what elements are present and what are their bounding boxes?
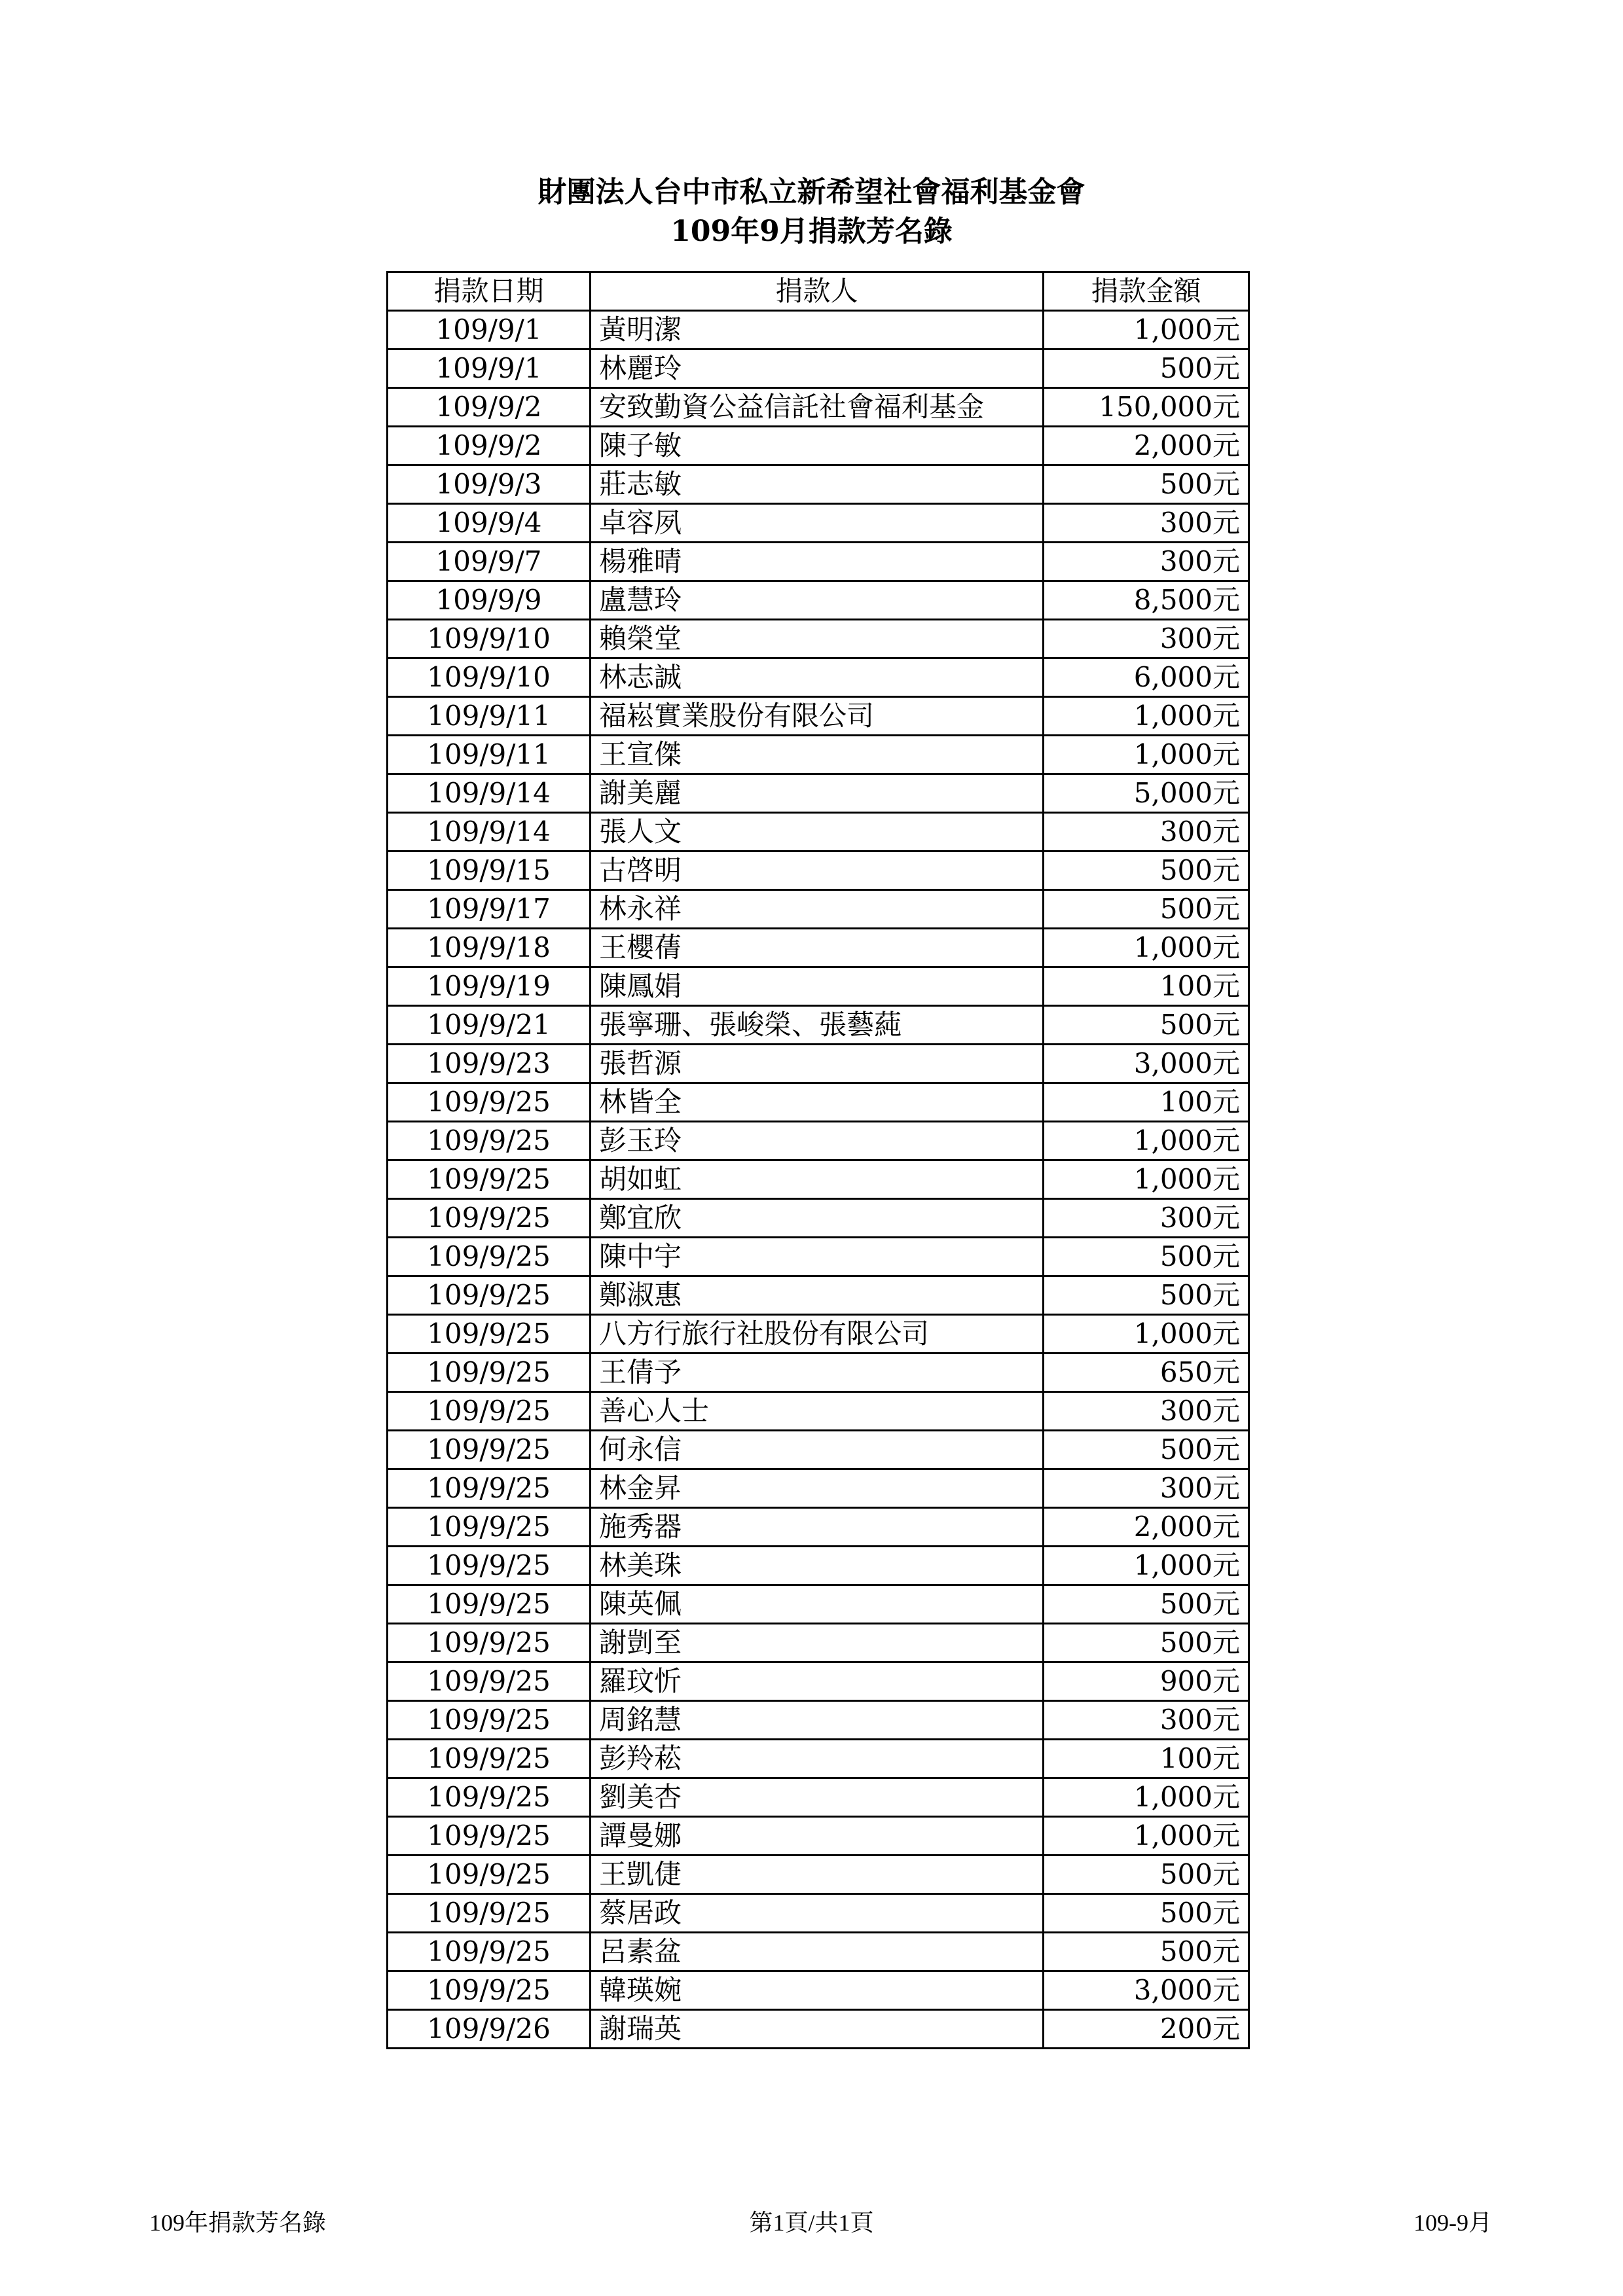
table-row: [388, 1160, 1249, 1199]
donation-date-cell: 109/9/25: [388, 1508, 591, 1547]
donation-date-cell: 109/9/25: [388, 1276, 591, 1315]
column-header-date: 捐款日期: [388, 272, 591, 311]
table-row: [388, 658, 1249, 697]
donation-date-cell: 109/9/7: [388, 543, 591, 581]
column-header-amount: 捐款金額: [1044, 272, 1249, 311]
donor-name-cell: 盧慧玲: [591, 581, 1044, 620]
donation-amount-cell: 300元: [1044, 1701, 1249, 1740]
table-row: [388, 929, 1249, 967]
donor-name-cell: 張人文: [591, 813, 1044, 852]
donation-amount-cell: 500元: [1044, 465, 1249, 504]
donation-date-cell: 109/9/25: [388, 1624, 591, 1662]
table-row: [388, 1122, 1249, 1160]
table-row: [388, 581, 1249, 620]
donor-name-cell: 劉美杏: [591, 1778, 1044, 1817]
donor-name-cell: 鄭宜欣: [591, 1199, 1044, 1238]
donor-name-cell: 林麗玲: [591, 350, 1044, 388]
donor-name-cell: 謝美麗: [591, 774, 1044, 813]
donor-name-cell: 黃明潔: [591, 311, 1044, 350]
table-row: [388, 504, 1249, 543]
donation-date-cell: 109/9/26: [388, 2010, 591, 2049]
donation-amount-cell: 300元: [1044, 813, 1249, 852]
donor-name-cell: 林美珠: [591, 1547, 1044, 1585]
donation-amount-cell: 6,000元: [1044, 658, 1249, 697]
donation-date-cell: 109/9/10: [388, 658, 591, 697]
table-row: [388, 620, 1249, 658]
donor-name-cell: 羅玟忻: [591, 1662, 1044, 1701]
donation-date-cell: 109/9/25: [388, 1971, 591, 2010]
donation-date-cell: 109/9/25: [388, 1701, 591, 1740]
table-row: [388, 774, 1249, 813]
donation-date-cell: 109/9/1: [388, 350, 591, 388]
donation-amount-cell: 650元: [1044, 1354, 1249, 1392]
donation-date-cell: 109/9/25: [388, 1354, 591, 1392]
donation-date-cell: 109/9/19: [388, 967, 591, 1006]
table-row: [388, 1006, 1249, 1045]
donation-date-cell: 109/9/1: [388, 311, 591, 350]
donor-name-cell: 何永信: [591, 1431, 1044, 1469]
donor-name-cell: 施秀器: [591, 1508, 1044, 1547]
donation-date-cell: 109/9/21: [388, 1006, 591, 1045]
donation-amount-cell: 1,000元: [1044, 736, 1249, 774]
donor-name-cell: 彭玉玲: [591, 1122, 1044, 1160]
donor-name-cell: 鄭淑惠: [591, 1276, 1044, 1315]
table-row: [388, 813, 1249, 852]
table-row: [388, 1315, 1249, 1354]
donor-name-cell: 福崧實業股份有限公司: [591, 697, 1044, 736]
table-row: [388, 697, 1249, 736]
donor-name-cell: 彭羚菘: [591, 1740, 1044, 1778]
table-row: [388, 1933, 1249, 1971]
donation-table: [386, 271, 1250, 2049]
table-header-row: [388, 272, 1249, 311]
donation-date-cell: 109/9/25: [388, 1469, 591, 1508]
donor-name-cell: 林金昇: [591, 1469, 1044, 1508]
table-row: [388, 1045, 1249, 1083]
donation-amount-cell: 500元: [1044, 1276, 1249, 1315]
donation-date-cell: 109/9/25: [388, 1817, 591, 1856]
donation-amount-cell: 100元: [1044, 1083, 1249, 1122]
donation-amount-cell: 1,000元: [1044, 697, 1249, 736]
footer-page-number: 第1頁/共1頁: [749, 2210, 874, 2236]
donation-date-cell: 109/9/25: [388, 1199, 591, 1238]
donation-amount-cell: 500元: [1044, 1585, 1249, 1624]
donor-name-cell: 譚曼娜: [591, 1817, 1044, 1856]
donation-amount-cell: 300元: [1044, 1469, 1249, 1508]
donation-date-cell: 109/9/2: [388, 388, 591, 427]
donation-amount-cell: 1,000元: [1044, 1817, 1249, 1856]
donor-name-cell: 王倩予: [591, 1354, 1044, 1392]
donation-amount-cell: 2,000元: [1044, 427, 1249, 465]
donation-date-cell: 109/9/25: [388, 1894, 591, 1933]
table-row: [388, 1778, 1249, 1817]
donor-name-cell: 安致勤資公益信託社會福利基金: [591, 388, 1044, 427]
footer-period: 109-9月: [1413, 2210, 1492, 2236]
donor-name-cell: 張哲源: [591, 1045, 1044, 1083]
table-row: [388, 1469, 1249, 1508]
donation-date-cell: 109/9/25: [388, 1585, 591, 1624]
donation-amount-cell: 900元: [1044, 1662, 1249, 1701]
donation-date-cell: 109/9/25: [388, 1160, 591, 1199]
donation-date-cell: 109/9/15: [388, 852, 591, 890]
donation-rows: [388, 311, 1249, 2049]
table-row: [388, 350, 1249, 388]
donation-date-cell: 109/9/14: [388, 774, 591, 813]
donation-amount-cell: 500元: [1044, 852, 1249, 890]
donation-date-cell: 109/9/11: [388, 736, 591, 774]
donation-amount-cell: 500元: [1044, 1624, 1249, 1662]
table-row: [388, 388, 1249, 427]
footer-document-name: 109年捐款芳名錄: [149, 2210, 327, 2236]
table-row: [388, 311, 1249, 350]
donation-date-cell: 109/9/18: [388, 929, 591, 967]
donation-date-cell: 109/9/25: [388, 1238, 591, 1276]
donation-amount-cell: 1,000元: [1044, 1160, 1249, 1199]
donation-amount-cell: 500元: [1044, 1431, 1249, 1469]
donation-amount-cell: 8,500元: [1044, 581, 1249, 620]
table-row: [388, 465, 1249, 504]
table-row: [388, 1392, 1249, 1431]
donation-amount-cell: 300元: [1044, 1199, 1249, 1238]
table-row: [388, 1817, 1249, 1856]
donation-date-cell: 109/9/11: [388, 697, 591, 736]
donation-amount-cell: 1,000元: [1044, 1122, 1249, 1160]
donor-name-cell: 王櫻蒨: [591, 929, 1044, 967]
table-row: [388, 1354, 1249, 1392]
table-row: [388, 1740, 1249, 1778]
table-row: [388, 1701, 1249, 1740]
donor-name-cell: 陳英佩: [591, 1585, 1044, 1624]
donation-amount-cell: 500元: [1044, 890, 1249, 929]
donor-name-cell: 卓容夙: [591, 504, 1044, 543]
table-row: [388, 890, 1249, 929]
table-row: [388, 967, 1249, 1006]
donation-date-cell: 109/9/25: [388, 1431, 591, 1469]
donor-name-cell: 林永祥: [591, 890, 1044, 929]
table-row: [388, 1431, 1249, 1469]
table-row: [388, 1547, 1249, 1585]
donation-date-cell: 109/9/23: [388, 1045, 591, 1083]
column-header-donor: 捐款人: [591, 272, 1044, 311]
table-row: [388, 1238, 1249, 1276]
donation-date-cell: 109/9/25: [388, 1856, 591, 1894]
donation-date-cell: 109/9/25: [388, 1392, 591, 1431]
donation-amount-cell: 1,000元: [1044, 311, 1249, 350]
donation-amount-cell: 500元: [1044, 1894, 1249, 1933]
donation-amount-cell: 500元: [1044, 350, 1249, 388]
donation-amount-cell: 300元: [1044, 620, 1249, 658]
donation-date-cell: 109/9/25: [388, 1315, 591, 1354]
donor-name-cell: 善心人士: [591, 1392, 1044, 1431]
donor-name-cell: 八方行旅行社股份有限公司: [591, 1315, 1044, 1354]
table-row: [388, 1662, 1249, 1701]
donation-amount-cell: 1,000元: [1044, 929, 1249, 967]
donation-date-cell: 109/9/25: [388, 1122, 591, 1160]
donation-date-cell: 109/9/25: [388, 1083, 591, 1122]
donation-date-cell: 109/9/2: [388, 427, 591, 465]
donor-name-cell: 賴榮堂: [591, 620, 1044, 658]
table-row: [388, 1083, 1249, 1122]
donor-name-cell: 楊雅晴: [591, 543, 1044, 581]
donor-name-cell: 蔡居政: [591, 1894, 1044, 1933]
table-row: [388, 1199, 1249, 1238]
table-row: [388, 2010, 1249, 2049]
donation-amount-cell: 100元: [1044, 1740, 1249, 1778]
table-row: [388, 1508, 1249, 1547]
donation-amount-cell: 150,000元: [1044, 388, 1249, 427]
donation-amount-cell: 2,000元: [1044, 1508, 1249, 1547]
document-title: 財團法人台中市私立新希望社會福利基金會: [538, 175, 1085, 209]
donation-amount-cell: 5,000元: [1044, 774, 1249, 813]
table-row: [388, 1971, 1249, 2010]
table-row: [388, 1276, 1249, 1315]
donation-amount-cell: 1,000元: [1044, 1315, 1249, 1354]
donation-amount-cell: 500元: [1044, 1238, 1249, 1276]
donation-amount-cell: 200元: [1044, 2010, 1249, 2049]
table-row: [388, 736, 1249, 774]
donation-amount-cell: 3,000元: [1044, 1971, 1249, 2010]
donor-name-cell: 莊志敏: [591, 465, 1044, 504]
donation-amount-cell: 300元: [1044, 543, 1249, 581]
table-row: [388, 1894, 1249, 1933]
donation-amount-cell: 1,000元: [1044, 1778, 1249, 1817]
donor-name-cell: 呂素盆: [591, 1933, 1044, 1971]
donor-name-cell: 謝瑞英: [591, 2010, 1044, 2049]
donation-date-cell: 109/9/25: [388, 1662, 591, 1701]
donation-amount-cell: 300元: [1044, 504, 1249, 543]
donation-date-cell: 109/9/25: [388, 1933, 591, 1971]
donation-amount-cell: 300元: [1044, 1392, 1249, 1431]
table-row: [388, 1856, 1249, 1894]
donor-name-cell: 謝剴至: [591, 1624, 1044, 1662]
donation-amount-cell: 500元: [1044, 1856, 1249, 1894]
donation-date-cell: 109/9/4: [388, 504, 591, 543]
donation-date-cell: 109/9/25: [388, 1778, 591, 1817]
table-row: [388, 427, 1249, 465]
donation-date-cell: 109/9/25: [388, 1547, 591, 1585]
donor-name-cell: 陳中宇: [591, 1238, 1044, 1276]
table-row: [388, 1624, 1249, 1662]
donor-name-cell: 胡如虹: [591, 1160, 1044, 1199]
donor-name-cell: 陳子敏: [591, 427, 1044, 465]
table-row: [388, 543, 1249, 581]
donation-date-cell: 109/9/25: [388, 1740, 591, 1778]
donation-amount-cell: 3,000元: [1044, 1045, 1249, 1083]
donor-name-cell: 陳鳳娟: [591, 967, 1044, 1006]
donor-name-cell: 韓瑛婉: [591, 1971, 1044, 2010]
donor-name-cell: 林皆全: [591, 1083, 1044, 1122]
donor-name-cell: 林志誠: [591, 658, 1044, 697]
donation-date-cell: 109/9/9: [388, 581, 591, 620]
donation-date-cell: 109/9/10: [388, 620, 591, 658]
donor-name-cell: 張寧珊、張峻榮、張藝蒓: [591, 1006, 1044, 1045]
donation-amount-cell: 500元: [1044, 1933, 1249, 1971]
donation-amount-cell: 100元: [1044, 967, 1249, 1006]
donor-name-cell: 古啓明: [591, 852, 1044, 890]
document-subtitle: 109年9月捐款芳名錄: [670, 215, 953, 248]
donation-date-cell: 109/9/14: [388, 813, 591, 852]
donor-name-cell: 王宣傑: [591, 736, 1044, 774]
donor-name-cell: 王凱倢: [591, 1856, 1044, 1894]
donor-name-cell: 周銘慧: [591, 1701, 1044, 1740]
donation-amount-cell: 500元: [1044, 1006, 1249, 1045]
donation-date-cell: 109/9/3: [388, 465, 591, 504]
donation-amount-cell: 1,000元: [1044, 1547, 1249, 1585]
table-row: [388, 852, 1249, 890]
table-row: [388, 1585, 1249, 1624]
donation-date-cell: 109/9/17: [388, 890, 591, 929]
